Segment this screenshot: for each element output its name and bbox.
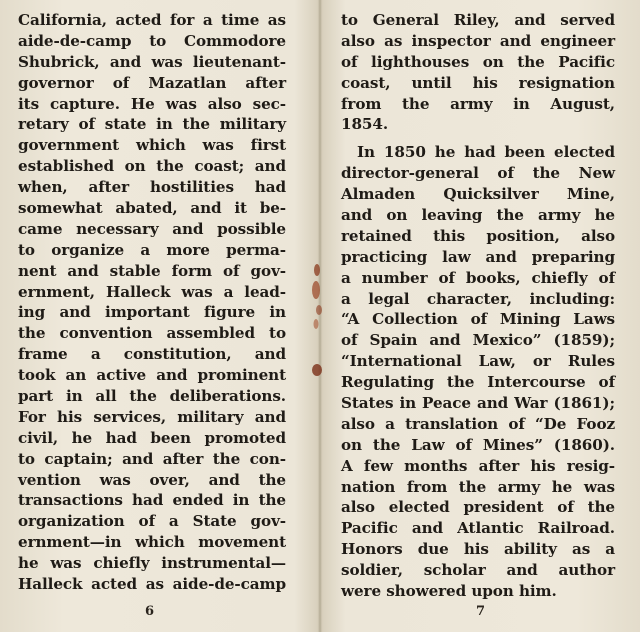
text-line: ernment—in which movement <box>18 533 286 552</box>
page-number-left: 6 <box>145 604 155 619</box>
text-line: to organize a more perma- <box>18 240 286 259</box>
page-number-right: 7 <box>476 604 486 619</box>
text-line: Almaden Quicksilver Mine, <box>341 185 615 204</box>
text-line: “International Law, or Rules <box>341 352 615 371</box>
text-line: transactions had ended in the <box>18 491 286 510</box>
text-line: Honors due his ability as a <box>341 540 615 559</box>
text-line: practicing law and preparing <box>341 247 615 266</box>
text-line: retained this position, also <box>341 226 615 245</box>
text-line: also a translation of “De Fooz <box>341 414 615 433</box>
text-line: civil, he had been promoted <box>18 428 286 447</box>
text-line: Regulating the Intercourse of <box>341 373 615 392</box>
text-line: 1854. <box>341 115 389 134</box>
text-line: government which was first <box>18 136 286 155</box>
text-line: ernment, Halleck was a lead- <box>18 282 286 301</box>
text-line: of lighthouses on the Pacific <box>341 52 615 71</box>
text-line: he was chiefly instrumental— <box>18 554 286 573</box>
text-line: vention was over, and the <box>18 470 286 489</box>
text-line: aide-de-camp to Commodore <box>18 31 286 50</box>
text-line: nation from the army he was <box>341 477 615 496</box>
text-line: frame a constitution, and <box>18 345 286 364</box>
text-line: and on leaving the army he <box>341 206 615 225</box>
text-line: retary of state in the military <box>18 115 286 134</box>
text-line: took an active and prominent <box>18 366 286 385</box>
text-line: were showered upon him. <box>341 582 557 601</box>
text-line: coast, until his resignation <box>341 73 615 92</box>
right-page <box>341 10 615 602</box>
text-line: on the Law of Mines” (1860). <box>341 435 615 454</box>
text-line: governor of Mazatlan after <box>18 73 286 92</box>
ink-stain <box>307 262 329 382</box>
text-line: For his services, military and <box>18 407 286 426</box>
text-line: came necessary and possible <box>18 219 286 238</box>
text-line: when, after hostilities had <box>18 178 286 197</box>
text-line: established on the coast; and <box>18 157 286 176</box>
text-line: somewhat abated, and it be- <box>18 199 286 218</box>
text-line: from the army in August, <box>341 94 615 113</box>
text-line: director-general of the New <box>341 164 615 183</box>
text-line: California, acted for a time as <box>18 11 286 29</box>
text-line: a number of books, chiefly of <box>341 268 615 287</box>
text-line: ing and important figure in <box>18 303 286 322</box>
text-line: “A Collection of Mining Laws <box>341 310 615 329</box>
text-line: nent and stable form of gov- <box>18 261 286 280</box>
text-line: Halleck acted as aide-de-camp <box>18 575 286 594</box>
text-line: also as inspector and engineer <box>341 31 615 50</box>
text-line: the convention assembled to <box>18 324 286 343</box>
text-line: A few months after his resig- <box>341 456 615 475</box>
text-line: a legal character, including: <box>341 289 615 308</box>
left-page <box>18 10 286 595</box>
text-line: of Spain and Mexico” (1859); <box>341 331 615 350</box>
text-line: also elected president of the <box>341 498 615 517</box>
text-line: its capture. He was also sec- <box>18 94 286 113</box>
text-line: organization of a State gov- <box>18 512 286 531</box>
text-line: soldier, scholar and author <box>341 561 615 580</box>
text-line: Pacific and Atlantic Railroad. <box>341 519 615 538</box>
text-line: to captain; and after the con- <box>18 449 286 468</box>
text-line: States in Peace and War (1861); <box>341 394 615 413</box>
text-line: to General Riley, and served <box>341 11 615 29</box>
text-line: part in all the deliberations. <box>18 387 286 406</box>
text-line: Shubrick, and was lieutenant- <box>18 52 286 71</box>
text-line: In 1850 he had been elected <box>357 143 615 162</box>
